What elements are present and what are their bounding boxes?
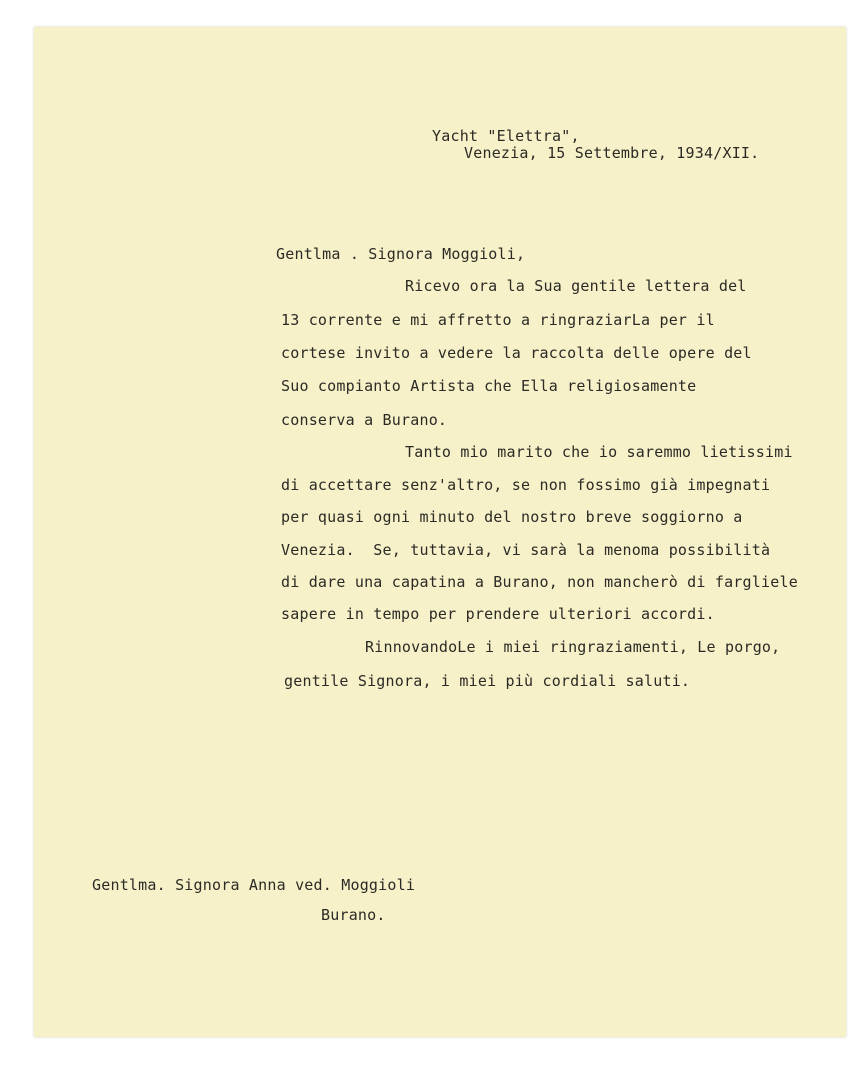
- body-line: RinnovandoLe i miei ringraziamenti, Le porgo,: [365, 638, 781, 656]
- letterhead-line-1: Yacht "Elettra",: [432, 127, 580, 145]
- salutation: Gentlma . Signora Moggioli,: [276, 245, 526, 263]
- body-line: Suo compianto Artista che Ella religiosamente: [281, 377, 697, 395]
- body-line: gentile Signora, i miei più cordiali saluti.: [284, 672, 691, 690]
- body-line: Ricevo ora la Sua gentile lettera del: [405, 277, 747, 295]
- body-line: conserva a Burano.: [281, 411, 448, 429]
- addressee-name: Gentlma. Signora Anna ved. Moggioli: [92, 876, 416, 894]
- letterhead-date: Venezia, 15 Settembre, 1934/XII.: [464, 144, 760, 162]
- body-line: di dare una capatina a Burano, non mancherò di fargliele: [281, 573, 798, 591]
- body-line: cortese invito a vedere la raccolta delle opere del: [281, 344, 752, 362]
- addressee-place: Burano.: [321, 906, 386, 924]
- body-line: Tanto mio marito che io saremmo lietissimi: [405, 443, 793, 461]
- body-line: per quasi ogni minuto del nostro breve soggiorno a: [281, 508, 743, 526]
- body-line: 13 corrente e mi affretto a ringraziarLa per il: [281, 311, 715, 329]
- body-line: di accettare senz'altro, se non fossimo già impegnati: [281, 476, 771, 494]
- body-line: Venezia. Se, tuttavia, vi sarà la menoma possibilità: [281, 541, 771, 559]
- body-line: sapere in tempo per prendere ulteriori accordi.: [281, 605, 715, 623]
